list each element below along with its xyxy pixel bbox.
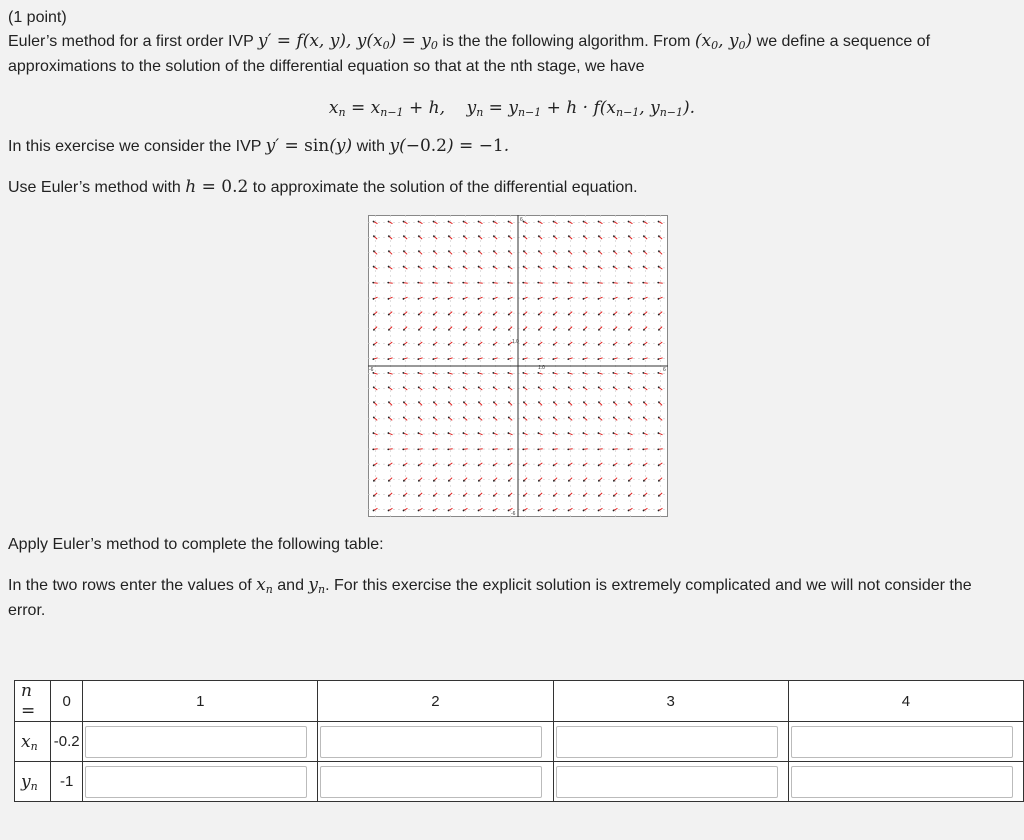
euler-formula: xn = xn−1 + h, yn = yn−1 + h · f(xn−1, yn−1).: [328, 98, 696, 119]
intro-text-2: is the the following algorithm. From: [437, 33, 695, 50]
y-mark-label: 1.0: [512, 339, 519, 345]
n-value-1: 1: [83, 681, 318, 722]
rows-text-3: . For this exercise the explicit solution is extremely complicated and we will not consider the error.: [8, 577, 972, 619]
y1-cell: [83, 762, 318, 802]
initial-condition: y(−0.2) = −1.: [389, 136, 510, 156]
xn-row: [15, 722, 1024, 762]
apply-instruction: Apply Euler’s method to complete the following table:: [8, 536, 384, 553]
x1-input[interactable]: [85, 726, 307, 758]
rows-text-2: and: [272, 577, 309, 594]
slope-field-plot: [368, 215, 668, 517]
x2-input[interactable]: [320, 726, 542, 758]
x0-value: -0.2: [51, 722, 83, 762]
y2-cell: [318, 762, 553, 802]
n-value-3: 3: [553, 681, 788, 722]
n-label: n =: [15, 681, 51, 722]
x2-cell: [318, 722, 553, 762]
n-row: [15, 681, 1024, 722]
n-value-4: 4: [788, 681, 1023, 722]
yn-symbol: yn: [308, 575, 326, 596]
yn-row: [15, 762, 1024, 802]
intro-paragraph: [8, 29, 1014, 79]
points-label: (1 point): [8, 9, 67, 26]
y0-value: -1: [51, 762, 83, 802]
x-mark-label: 1.0: [538, 365, 545, 371]
tick-label-bottom: -6: [511, 511, 516, 517]
y1-input[interactable]: [85, 766, 307, 798]
y4-cell: [788, 762, 1023, 802]
use-sentence: [8, 175, 638, 200]
y2-input[interactable]: [320, 766, 542, 798]
euler-table: [14, 680, 1024, 802]
rows-instruction: [8, 573, 1008, 623]
y3-input[interactable]: [556, 766, 778, 798]
xn-label: xn: [15, 722, 51, 762]
tick-label-right: 6: [663, 367, 666, 373]
intro-text-1: Euler’s method for a first order IVP: [8, 33, 258, 50]
xn-symbol: xn: [256, 575, 273, 596]
n-value-0: 0: [51, 681, 83, 722]
ivp-text-2: with: [352, 138, 390, 155]
ivp-equation: y′ = sin(y): [265, 136, 353, 156]
step-size: h = 0.2: [185, 177, 249, 197]
n-value-2: 2: [318, 681, 553, 722]
tick-label-top: 6: [520, 217, 523, 223]
yn-label: yn: [15, 762, 51, 802]
intro-text-3: we define a sequence of approximations to the solution of the differential equation so that at the nth stage, we have: [8, 33, 931, 75]
x3-cell: [553, 722, 788, 762]
x3-input[interactable]: [556, 726, 778, 758]
initial-point: (x0, y0): [694, 31, 753, 52]
ivp-text-1: In this exercise we consider the IVP: [8, 138, 266, 155]
x4-input[interactable]: [791, 726, 1013, 758]
x1-cell: [83, 722, 318, 762]
ivp-general-equation: y′ = f(x, y), y(x0) = y0: [257, 31, 438, 52]
y4-input[interactable]: [791, 766, 1013, 798]
x4-cell: [788, 722, 1023, 762]
use-text-1: Use Euler’s method with: [8, 179, 186, 196]
ivp-sentence: [8, 134, 509, 159]
rows-text-1: In the two rows enter the values of: [8, 577, 257, 594]
tick-label-left: -6: [369, 367, 374, 373]
y3-cell: [553, 762, 788, 802]
use-text-2: to approximate the solution of the differential equation.: [248, 179, 638, 196]
